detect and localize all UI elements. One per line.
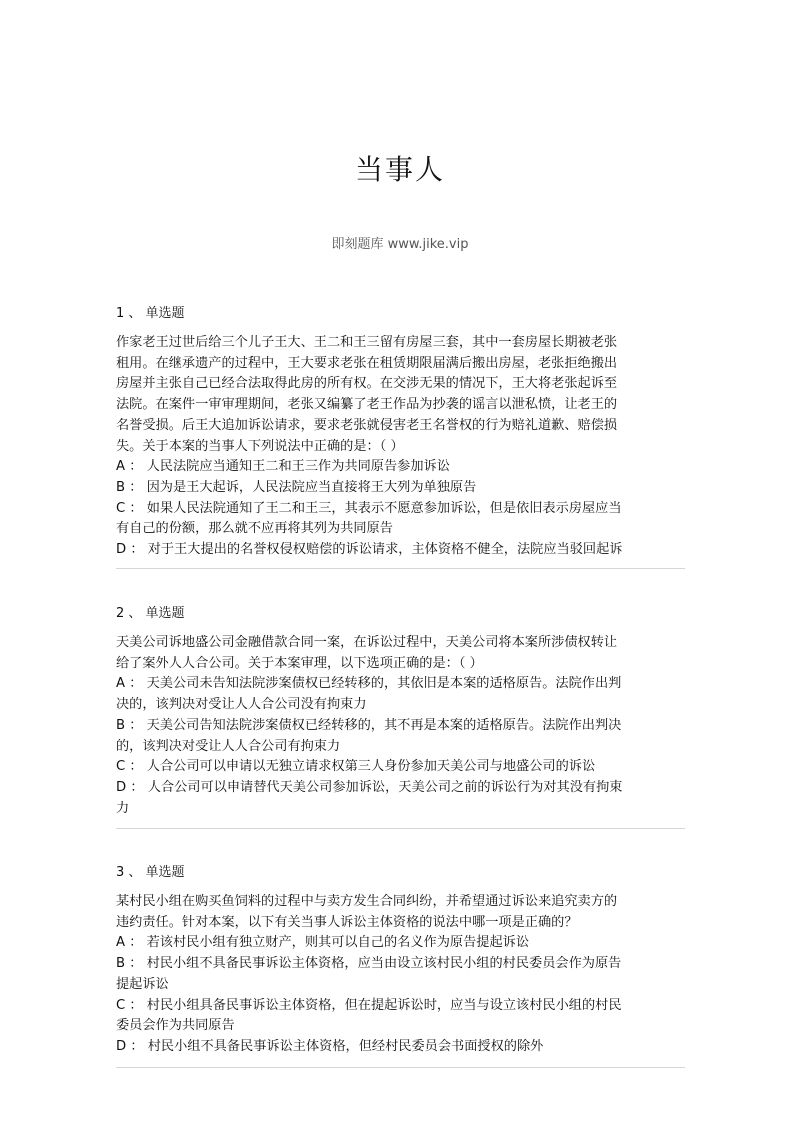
- option-a: A ： 人民法院应当通知王二和王三作为共同原告参加诉讼: [116, 459, 450, 475]
- option-b: B ： 因为是王大起诉，人民法院应当直接将王大列为单独原告: [116, 479, 477, 495]
- option-b: B ： 天美公司告知法院涉案债权已经转移的，其不再是本案的适格原告。法院作出判决: [116, 717, 622, 733]
- option-c: C ： 村民小组具备民事诉讼主体资格，但在提起诉讼时，应当与设立该村民小组的村民: [116, 997, 622, 1013]
- question-number: 1 、: [116, 306, 142, 321]
- option-b: B ： 村民小组不具备民事诉讼主体资格，应当由设立该村民小组的村民委员会作为原告: [116, 956, 622, 972]
- option-d: D ： 对于王大提出的名誉权侵权赔偿的诉讼请求，主体资格不健全，法院应当驳回起诉: [116, 542, 623, 558]
- question-stem-line: 法院。在案件一审审理期间，老张又编纂了老王作品为抄袭的谣言以泄私愤，让老王的: [116, 397, 618, 413]
- option-d: D ： 人合公司可以申请替代天美公司参加诉讼，天美公司之前的诉讼行为对其没有拘束: [116, 779, 623, 795]
- question-stem-line: 给了案外人人合公司。关于本案审理，以下选项正确的是：（ ）: [116, 655, 483, 671]
- page-subtitle: 即刻题库 www.jike.vip: [331, 237, 469, 252]
- question-header: [116, 864, 688, 882]
- option-c: C ： 如果人民法院通知了王二和王三，其表示不愿意参加诉讼，但是依旧表示房屋应当: [116, 500, 622, 516]
- option-c-continued: 有自己的份额，那么就不应再将其列为共同原告: [116, 521, 393, 537]
- question-divider: [116, 568, 685, 569]
- option-c-continued: 委员会作为共同原告: [116, 1018, 235, 1034]
- question-1: [116, 305, 688, 561]
- question-stem-line: 作家老王过世后给三个儿子王大、王二和王三留有房屋三套，其中一套房屋长期被老张: [116, 335, 618, 350]
- question-type: 单选题: [145, 865, 185, 880]
- question-3: [116, 864, 688, 1058]
- question-stem-line: 违约责任。针对本案，以下有关当事人诉讼主体资格的说法中哪一项是正确的？: [116, 914, 578, 930]
- question-2: [116, 605, 688, 819]
- question-header: [116, 305, 688, 323]
- question-number: 3 、: [116, 865, 142, 880]
- question-stem-line: 失。关于本案的当事人下列说法中正确的是：（ ）: [116, 438, 404, 454]
- question-stem-line: 租用。在继承遗产的过程中，王大要求老张在租赁期限届满后搬出房屋，老张拒绝搬出: [116, 355, 618, 371]
- question-stem-line: 房屋并主张自己已经合法取得此房的所有权。在交涉无果的情况下，王大将老张起诉至: [116, 376, 618, 392]
- question-stem-line: 天美公司诉地盛公司金融借款合同一案，在诉讼过程中，天美公司将本案所涉债权转让: [116, 635, 618, 650]
- question-stem-line: 名誉受损。后王大追加诉讼请求，要求老张就侵害老王名誉权的行为赔礼道歉、赔偿损: [116, 417, 618, 433]
- question-divider: [116, 828, 685, 829]
- option-d: D ： 村民小组不具备民事诉讼主体资格，但经村民委员会书面授权的除外: [116, 1038, 544, 1054]
- option-b-continued: 的，该判决对受让人人合公司有拘束力: [116, 738, 341, 754]
- question-number: 2 、: [116, 606, 142, 621]
- option-c: C ： 人合公司可以申请以无独立请求权第三人身份参加天美公司与地盛公司的诉讼: [116, 759, 596, 775]
- option-a: A ： 天美公司未告知法院涉案债权已经转移的，其依旧是本案的适格原告。法院作出判: [116, 676, 622, 692]
- option-b-continued: 提起诉讼: [116, 976, 169, 992]
- question-divider: [116, 1067, 685, 1068]
- question-type: 单选题: [145, 306, 185, 321]
- question-type: 单选题: [145, 606, 185, 621]
- question-header: [116, 605, 688, 623]
- option-d-continued: 力: [116, 800, 130, 816]
- option-a-continued: 决的，该判决对受让人人合公司没有拘束力: [116, 697, 367, 713]
- question-stem-line: 某村民小组在购买鱼饲料的过程中与卖方发生合同纠纷，并希望通过诉讼来追究卖方的: [116, 894, 618, 909]
- option-a: A ： 若该村民小组有独立财产，则其可以自己的名义作为原告提起诉讼: [116, 935, 530, 951]
- page-title: 当事人: [354, 153, 445, 186]
